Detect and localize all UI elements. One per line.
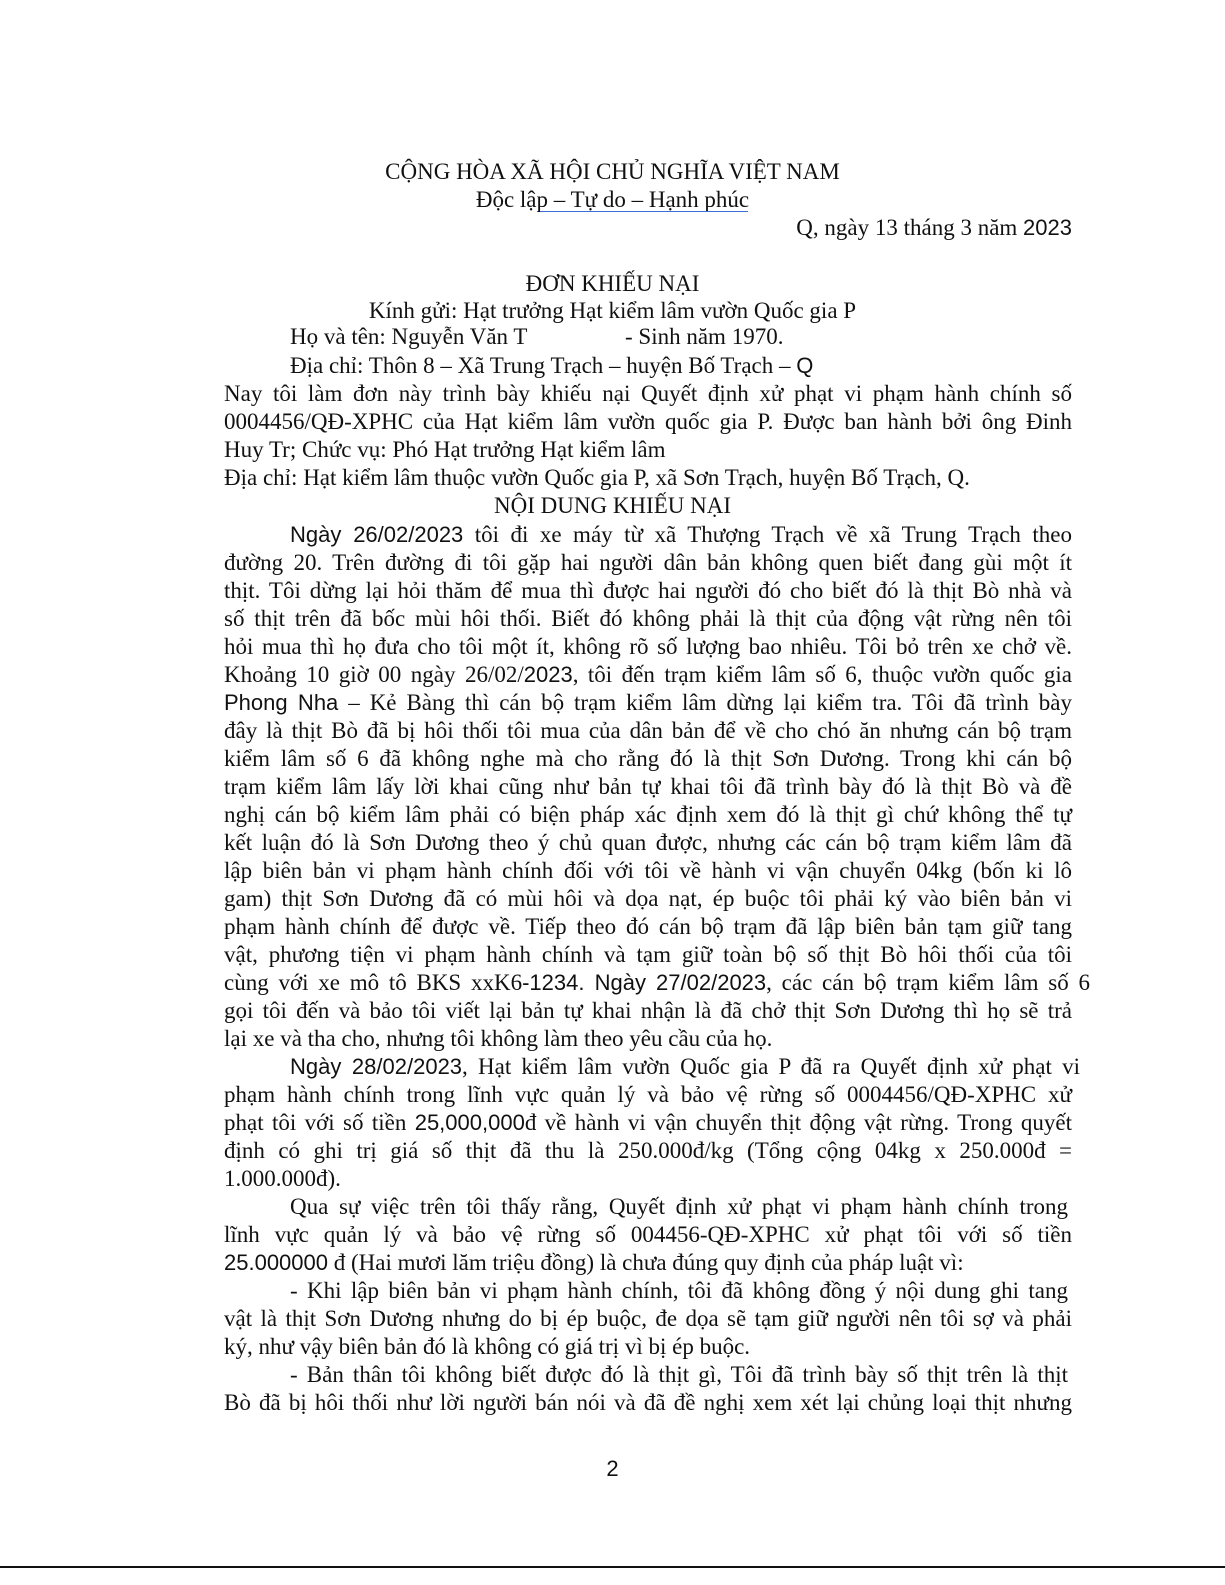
intro-line-2: 0004456/QĐ-XPHC của Hạt kiểm lâm vườn quốc gia P. Được ban hành bởi ông Đinh bbox=[224, 409, 1072, 434]
paragraph-1-line-5: hỏi mua thì họ đưa cho tôi một ít, không rõ số lượng bao nhiêu. Tôi bỏ trên xe chở về. bbox=[224, 634, 1072, 659]
document-title: ĐƠN KHIẾU NẠI bbox=[525, 271, 700, 296]
recipient-line: Kính gửi: Hạt trưởng Hạt kiểm lâm vườn Quốc gia P bbox=[368, 298, 857, 323]
paragraph-1-line-12: kết luận đó là Sơn Dương theo ý chủ quan được, nhưng các cán bộ trạm kiểm lâm đã bbox=[224, 830, 1072, 855]
paragraph-3-line-1: Qua sự việc trên tôi thấy rằng, Quyết định xử phạt vi phạm hành chính trong bbox=[290, 1194, 1068, 1219]
paragraph-1-line-7: Phong Nha – Kẻ Bàng thì cán bộ trạm kiểm lâm dừng lại kiểm tra. Tôi đã trình bày bbox=[224, 690, 1072, 715]
sender-birth-year: - Sinh năm 1970. bbox=[625, 324, 784, 349]
paragraph-1-line-6: Khoảng 10 giờ 00 ngày 26/02/2023, tôi đến trạm kiểm lâm số 6, thuộc vườn quốc gia bbox=[224, 662, 1072, 687]
paragraph-2-line-5: 1.000.000đ). bbox=[224, 1166, 341, 1191]
intro-line-3: Huy Tr; Chức vụ: Phó Hạt trưởng Hạt kiểm lâm bbox=[224, 437, 666, 462]
paragraph-2-line-4: định có ghi trị giá số thịt đã thu là 250.000đ/kg (Tổng cộng 04kg x 250.000đ = bbox=[224, 1138, 1072, 1163]
paragraph-4-line-3: ký, như vậy biên bản đó là không có giá trị vì bị ép buộc. bbox=[224, 1334, 751, 1359]
paragraph-1-line-10: trạm kiểm lâm lấy lời khai cũng như bản tự khai tôi đã trình bày đó là thịt Bò và đề bbox=[224, 774, 1072, 799]
paragraph-2-line-1: Ngày 28/02/2023, Hạt kiểm lâm vườn Quốc gia P đã ra Quyết định xử phạt vi bbox=[290, 1054, 1080, 1079]
paragraph-1-line-4: số thịt trên đã bốc mùi hôi thối. Biết đó không phải là thịt của động vật rừng nên tôi bbox=[224, 606, 1072, 631]
intro-line-4: Địa chỉ: Hạt kiểm lâm thuộc vườn Quốc gia P, xã Sơn Trạch, huyện Bố Trạch, Q. bbox=[224, 465, 970, 490]
paragraph-1-line-11: nghị cán bộ kiểm lâm phải có biện pháp xác định xem đó là thịt gì chứ không thể tự bbox=[224, 802, 1072, 827]
sender-address: Địa chỉ: Thôn 8 – Xã Trung Trạch – huyện Bố Trạch – Q bbox=[290, 353, 814, 378]
page-number: 2 bbox=[606, 1456, 619, 1481]
section-title: NỘI DUNG KHIẾU NẠI bbox=[494, 493, 731, 518]
paragraph-5-line-2: Bò đã bị hôi thối như lời người bán nói và đã đề nghị xem xét lại chủng loại thịt nhưng bbox=[224, 1390, 1072, 1415]
paragraph-3-line-2: lĩnh vực quản lý và bảo vệ rừng số 004456-QĐ-XPHC xử phạt tôi với số tiền bbox=[224, 1222, 1072, 1247]
paragraph-1-line-14: gam) thịt Sơn Dương đã có mùi hôi và dọa nạt, ép buộc tôi phải ký vào biên bản vi bbox=[224, 886, 1072, 911]
paragraph-1-line-1: Ngày 26/02/2023 tôi đi xe máy từ xã Thượng Trạch về xã Trung Trạch theo bbox=[290, 522, 1072, 547]
paragraph-1-line-18: gọi tôi đến và bảo tôi viết lại bản tự khai nhận là đã chở thịt Sơn Dương thì họ sẽ trả bbox=[224, 998, 1072, 1023]
national-title: CỘNG HÒA XÃ HỘI CHỦ NGHĨA VIỆT NAM bbox=[385, 159, 840, 184]
paragraph-2-line-3: phạt tôi với số tiền 25,000,000đ về hành vi vận chuyển thịt động vật rừng. Trong quyết bbox=[224, 1110, 1072, 1135]
paragraph-1-line-9: kiểm lâm số 6 đã không nghe mà cho rằng đó là thịt Sơn Dương. Trong khi cán bộ bbox=[224, 746, 1072, 771]
paragraph-4-line-1: - Khi lập biên bản vi phạm hành chính, tôi đã không đồng ý nội dung ghi tang bbox=[290, 1278, 1068, 1303]
paragraph-1-line-13: lập biên bản vi phạm hành chính đối với tôi về hành vi vận chuyển 04kg (bốn ki lô bbox=[224, 858, 1072, 883]
page-bottom-border bbox=[0, 1566, 1225, 1568]
date-line: Q, ngày 13 tháng 3 năm 2023 bbox=[796, 215, 1072, 240]
paragraph-1-line-17: cùng với xe mô tô BKS xxK6-1234. Ngày 27/02/2023, các cán bộ trạm kiểm lâm số 6 bbox=[224, 970, 1090, 995]
national-motto: Độc lập – Tự do – Hạnh phúc bbox=[475, 187, 750, 212]
paragraph-1-line-8: đây là thịt Bò đã bị hôi thối tôi mua của dân bản để về cho chó ăn nhưng cán bộ trạm bbox=[224, 718, 1072, 743]
paragraph-1-line-3: thịt. Tôi dừng lại hỏi thăm để mua thì được hai người đó cho biết đó là thịt Bò nhà và bbox=[224, 578, 1072, 603]
paragraph-2-line-2: phạm hành chính trong lĩnh vực quản lý và bảo vệ rừng số 0004456/QĐ-XPHC xử bbox=[224, 1082, 1072, 1107]
motto-underline bbox=[540, 211, 748, 212]
sender-name: Họ và tên: Nguyễn Văn T bbox=[290, 324, 528, 349]
paragraph-4-line-2: vật là thịt Sơn Dương nhưng do bị ép buộc, đe dọa sẽ tạm giữ người nên tôi sợ và phải bbox=[224, 1306, 1072, 1331]
intro-line-1: Nay tôi làm đơn này trình bày khiếu nại Quyết định xử phạt vi phạm hành chính số bbox=[224, 381, 1072, 406]
paragraph-1-line-15: phạm hành chính để được về. Tiếp theo đó cán bộ trạm đã lập biên bản tạm giữ tang bbox=[224, 914, 1072, 939]
paragraph-5-line-1: - Bản thân tôi không biết được đó là thịt gì, Tôi đã trình bày số thịt trên là thịt bbox=[290, 1362, 1068, 1387]
paragraph-3-line-3: 25.000000 đ (Hai mươi lăm triệu đồng) là chưa đúng quy định của pháp luật vì: bbox=[224, 1250, 964, 1275]
paragraph-1-line-2: đường 20. Trên đường đi tôi gặp hai người dân bản không quen biết đang gùi một ít bbox=[224, 550, 1072, 575]
paragraph-1-line-19: lại xe và tha cho, nhưng tôi không làm theo yêu cầu của họ. bbox=[224, 1026, 773, 1051]
paragraph-1-line-16: vật, phương tiện vi phạm hành chính và tạm giữ toàn bộ số thịt Bò hôi thối của tôi bbox=[224, 942, 1072, 967]
